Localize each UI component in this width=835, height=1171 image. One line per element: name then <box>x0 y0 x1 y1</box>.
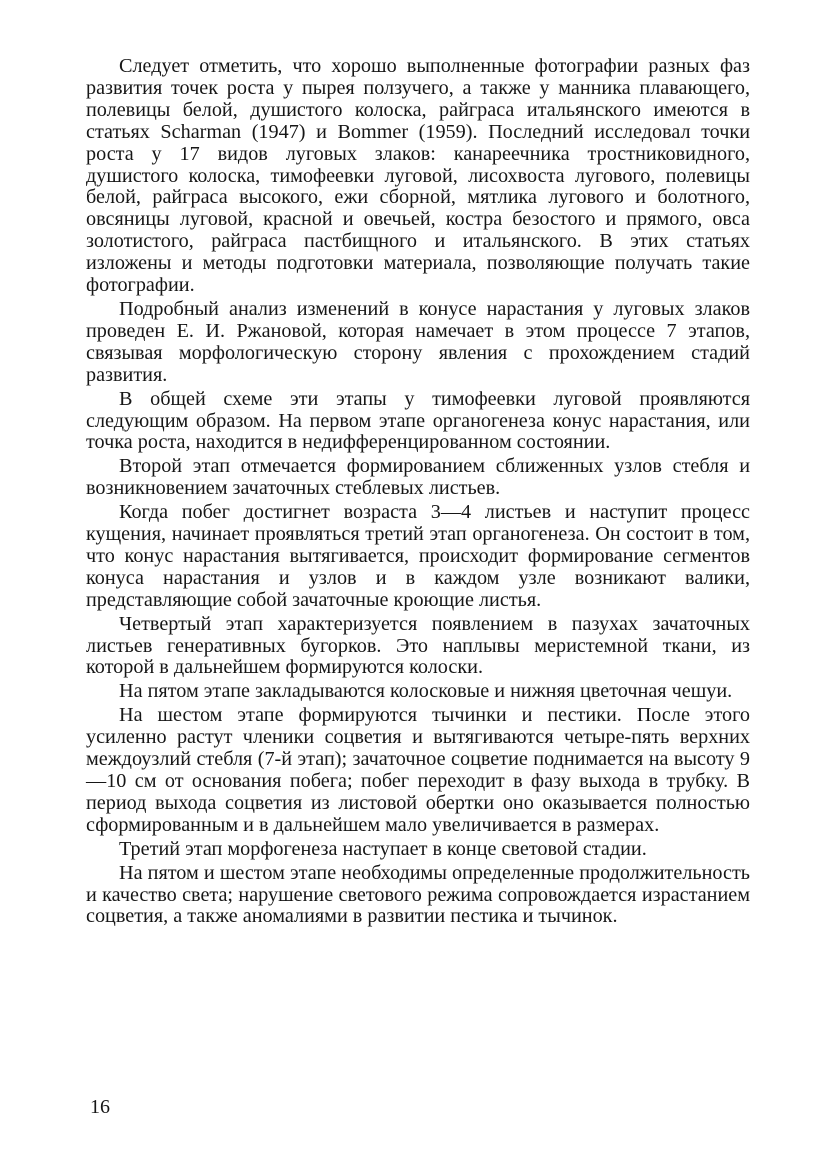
page-number: 16 <box>90 1096 110 1118</box>
paragraph-morphogenesis-third-stage: Третий этап морфогенеза наступает в конце световой стадии. <box>119 837 647 860</box>
paragraph-first-stage: В общей схеме эти этапы у тимофеевки луговой проявляются следующим образом. На первом этапе органогенеза конус нарастания, или точка роста, находится в недифференцированном состоянии. <box>86 387 750 454</box>
paragraph-growth-point-photos: Следует отметить, что хорошо выполненные фотографии разных фаз развития точек роста у пырея ползучего, а также у манника плавающего, полевицы белой, душистого колоска, райграса итальянского имеются в статьях Scharman (1947) и Bommer (1959). Последний исследовал точки роста у 17 видов луговых злаков: канареечника тростниковидного, душистого колоска, тимофеевки луговой, лисохвоста лугового, полевицы белой, райграса высокого, ежи сборной, мятлика лугового и болотного, овсяницы луговой, красной и овечьей, костра безостого и прямого, овса золотистого, райграса пастбищного и итальянского. В этих статьях изложены и методы подготовки материала, позволяющие получать такие фотографии. <box>86 55 750 297</box>
paragraph-third-stage: Когда побег достигнет возраста 3—4 листьев и наступит процесс кущения, начинает проявляться третий этап органогенеза. Он состоит в том, что конус нарастания вытягивается, происходит формирование сегментов конуса нарастания и узлов и в каждом узле возникают валики, представляющие собой зачаточные кроющие листья. <box>86 501 750 611</box>
paragraph-fifth-stage: На пятом этапе закладываются колосковые и нижняя цветочная чешуи. <box>119 680 733 703</box>
paragraph-second-stage: Второй этап отмечается формированием сближенных узлов стебля и возникновением зачаточных стеблевых листьев. <box>86 455 750 500</box>
paragraph-light-requirements: На пятом и шестом этапе необходимы определенные продолжительность и качество света; нарушение светового режима сопровождается израстанием соцветия, а также аномалиями в развитии пестика и тычинок. <box>86 861 750 928</box>
page-body <box>86 56 750 928</box>
paragraph-fourth-stage: Четвертый этап характеризуется появлением в пазухах зачаточных листьев генеративных бугорков. Это наплывы меристемной ткани, из которой в дальнейшем формируются колоски. <box>86 612 750 679</box>
paragraph-rzhanova-analysis: Подробный анализ изменений в конусе нарастания у луговых злаков проведен Е. И. Ржановой, которая намечает в этом процессе 7 этапов, связывая морфологическую сторону явления с прохождением стадий развития. <box>86 297 750 386</box>
paragraph-sixth-stage: На шестом этапе формируются тычинки и пестики. После этого усиленно растут членики соцветия и вытягиваются четыре-пять верхних междоузлий стебля (7-й этап); зачаточное соцветие поднимается на высоту 9—10 см от основания побега; побег переходит в фазу выхода в трубку. В период выхода соцветия из листовой обертки оно оказывается полностью сформированным и в дальнейшем мало увеличивается в размерах. <box>86 704 750 836</box>
